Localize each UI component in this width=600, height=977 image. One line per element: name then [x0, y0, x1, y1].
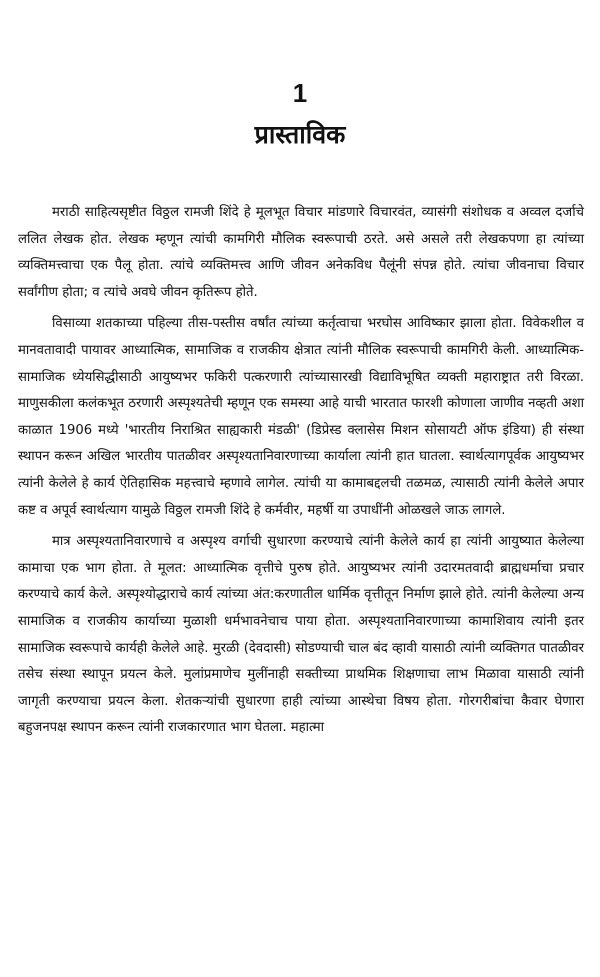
- chapter-number: 1: [292, 78, 308, 108]
- body-text: [18, 200, 584, 742]
- paragraph: मराठी साहित्यसृष्टीत विठ्ठल रामजी शिंदे हे मूलभूत विचार मांडणारे विचारवंत, व्यासंगी संशोधक व अव्वल दर्जाचे ललित लेखक होत. लेखक म्हणून त्यांची कामगिरी मौलिक स्वरूपाची ठरते. असे असले तरी लेखकपणा हा त्यांच्या व्यक्तिमत्त्वाचा एक पैलू होता. त्यांचे व्यक्तिमत्त्व आणि जीवन अनेकविध पैलूंनी संपन्न होते. त्यांचा जीवनाचा विचार सर्वांगीण होता; व त्यांचे अवघे जीवन कृतिरूप होते.: [18, 205, 584, 300]
- chapter-title: प्रास्ताविक: [254, 120, 346, 149]
- paragraph: विसाव्या शतकाच्या पहिल्या तीस-पस्तीस वर्षांत त्यांच्या कर्तृत्वाचा भरघोस आविष्कार झाला होता. विवेकशील व मानवतावादी पायावर आध्यात्मिक, सामाजिक व राजकीय क्षेत्रात त्यांनी मौलिक स्वरूपाची कामगिरी केली. आध्यात्मिक-सामाजिक ध्येयसिद्धीसाठी आयुष्यभर फकिरी पत्करणारी त्यांच्यासारखी विद्याविभूषित व्यक्ती महाराष्ट्रात तरी विरळा. माणुसकीला कलंकभूत ठरणारी अस्पृश्यतेची म्हणून एक समस्या आहे याची भारतात फारशी कोणाला जाणीव नव्हती अशा काळात 1906 मध्ये 'भारतीय निराश्रित साह्यकारी मंडळी' (डिप्रेस्ड क्लासेस मिशन सोसायटी ऑफ इंडिया) ही संस्था स्थापन करून अखिल भारतीय पातळीवर अस्पृश्यतानिवारणाच्या कार्याला त्यांनी हात घातला. स्वार्थत्यागपूर्वक आयुष्यभर त्यांनी केलेले हे कार्य ऐतिहासिक महत्त्वाचे म्हणावे लागेल. त्यांची या कामाबद्दलची तळमळ, त्यासाठी त्यांनी केलेले अपार कष्ट व अपूर्व स्वार्थत्याग यामुळे विठ्ठल रामजी शिंदे हे कर्मवीर, महर्षी या उपाधींनी ओळखले जाऊ लागले.: [18, 316, 584, 518]
- paragraph: मात्र अस्पृश्यतानिवारणाचे व अस्पृश्य वर्गाची सुधारणा करण्याचे त्यांनी केलेले कार्य हा त्यांनी आयुष्यात केलेल्या कामाचा एक भाग होता. ते मूलत: आध्यात्मिक वृत्तीचे पुरुष होते. आयुष्यभर त्यांनी उदारमतवादी ब्राह्मधर्माचा प्रचार करण्याचे कार्य केले. अस्पृश्योद्धाराचे कार्य त्यांच्या अंत:करणातील धार्मिक वृत्तीतून निर्माण झाले होते. त्यांनी केलेल्या अन्य सामाजिक व राजकीय कार्याच्या मुळाशी धर्मभावनेचाच पाया होता. अस्पृश्यतानिवारणाच्या कामाशिवाय त्यांनी इतर सामाजिक स्वरूपाचे कार्यही केलेले आहे. मुरळी (देवदासी) सोडण्याची चाल बंद व्हावी यासाठी त्यांनी व्यक्तिगत पातळीवर तसेच संस्था स्थापून प्रयत्न केले. मुलांप्रमाणेच मुलींनाही सक्तीच्या प्राथमिक शिक्षणाचा लाभ मिळावा यासाठी त्यांनी जागृती करण्याचा प्रयत्न केला. शेतकऱ्यांची सुधारणा हाही त्यांच्या आस्थेचा विषय होता. गोरगरीबांचा कैवार घेणारा बहुजनपक्ष स्थापन करून त्यांनी राजकारणात भाग घेतला. महात्मा: [18, 534, 584, 736]
